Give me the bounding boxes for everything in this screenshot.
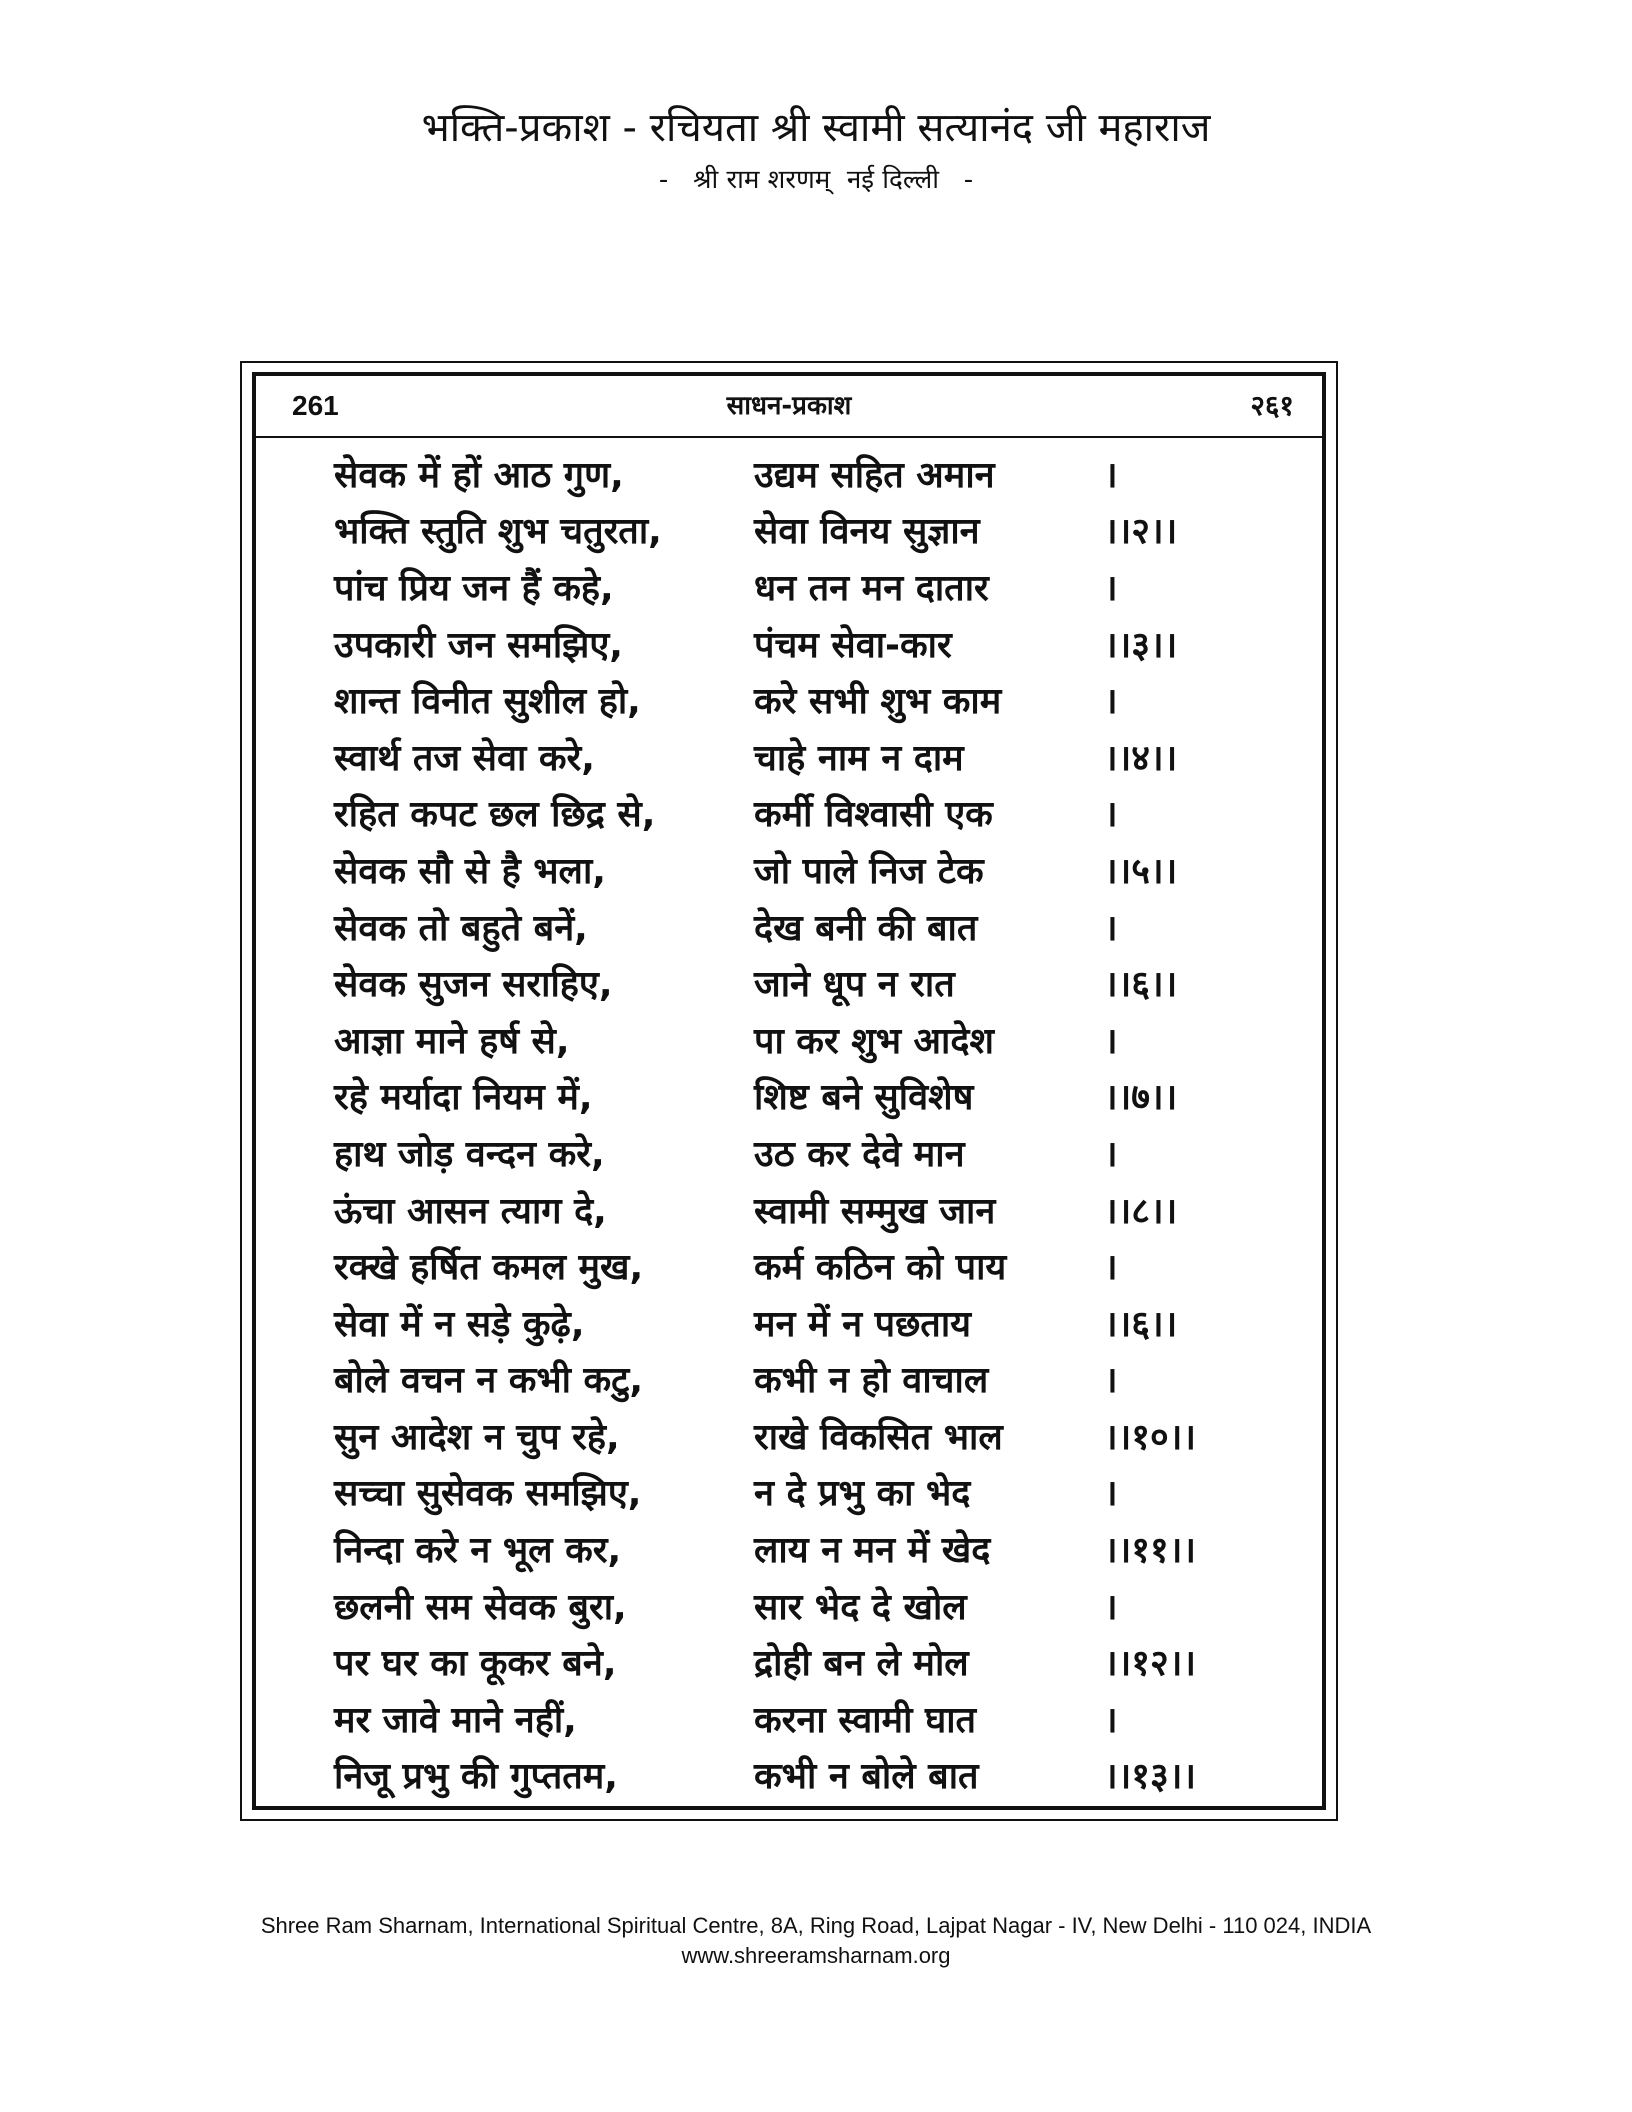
verse-first-half: रहे मर्यादा नियम में,	[334, 1077, 593, 1119]
verse-second-half: राखे विकसित भाल	[754, 1416, 1003, 1458]
verse-number-mark: ।	[1104, 794, 1118, 836]
header-rule	[256, 436, 1322, 438]
verse-number-mark: ।।३।।	[1104, 624, 1178, 666]
page-number-devanagari: २६१	[1250, 389, 1294, 422]
verse-second-half: उठ कर देवे मान	[754, 1133, 965, 1175]
footer-website: www.shreeramsharnam.org	[681, 1943, 951, 1968]
verse-first-half: रक्खे हर्षित कमल मुख,	[334, 1247, 644, 1289]
verse-second-half: शिष्ट बने सुविशेष	[754, 1077, 974, 1119]
verse-first-half: छलनी सम सेवक बुरा,	[334, 1586, 627, 1628]
verse-first-half: ऊंचा आसन त्याग दे,	[334, 1190, 607, 1232]
verse-second-half: लाय न मन में खेद	[754, 1530, 991, 1572]
verse-second-half: जो पाले निज टेक	[754, 850, 984, 892]
verse-first-half: बोले वचन न कभी कटु,	[334, 1360, 644, 1402]
verse-first-half: पर घर का कूकर बने,	[334, 1643, 617, 1685]
verse-number-mark: ।।१३।।	[1104, 1756, 1197, 1798]
verse-first-half: सेवा में न सड़े कुढ़े,	[334, 1303, 585, 1345]
verse-list	[334, 445, 1264, 1803]
verse-line	[334, 898, 1264, 955]
verse-number-mark: ।।६।।	[1104, 1303, 1178, 1345]
verse-first-half: स्वार्थ तज सेवा करे,	[334, 737, 595, 779]
verse-first-half: हाथ जोड़ वन्दन करे,	[334, 1133, 605, 1175]
verse-second-half: न दे प्रभु का भेद	[754, 1473, 971, 1515]
verse-number-mark: ।।६।।	[1104, 964, 1178, 1006]
verse-number-mark: ।	[1104, 1699, 1118, 1741]
verse-line	[334, 1351, 1264, 1408]
verse-number-mark: ।।१२।।	[1104, 1643, 1197, 1685]
verse-second-half: कभी न हो वाचाल	[754, 1360, 989, 1402]
verse-first-half: पांच प्रिय जन हैं कहे,	[334, 567, 614, 609]
verse-first-half: सेवक सौ से है भला,	[334, 850, 606, 892]
verse-number-mark: ।।२।।	[1104, 511, 1178, 553]
verse-first-half: भक्ति स्तुति शुभ चतुरता,	[334, 511, 662, 553]
verse-second-half: धन तन मन दातार	[754, 567, 989, 609]
verse-line	[334, 558, 1264, 615]
verse-first-half: मर जावे माने नहीं,	[334, 1699, 577, 1741]
verse-line	[334, 1520, 1264, 1577]
verse-second-half: कभी न बोले बात	[754, 1756, 979, 1798]
verse-second-half: कर्म कठिन को पाय	[754, 1247, 1007, 1289]
verse-line	[334, 1181, 1264, 1238]
verse-second-half: सार भेद दे खोल	[754, 1586, 967, 1628]
footer-address: Shree Ram Sharnam, International Spiritual Centre, 8A, Ring Road, Lajpat Nagar - IV, New Delhi - 110 024, INDIA	[260, 1913, 1372, 1938]
verse-number-mark: ।	[1104, 1020, 1118, 1062]
book-title: भक्ति-प्रकाश - रचियता श्री स्वामी सत्यानंद जी महाराज	[421, 105, 1211, 151]
verse-line	[334, 502, 1264, 559]
verse-second-half: चाहे नाम न दाम	[754, 737, 964, 779]
verse-first-half: शान्त विनीत सुशील हो,	[334, 681, 641, 723]
verse-first-half: उपकारी जन समझिए,	[334, 624, 623, 666]
verse-line	[334, 1690, 1264, 1747]
verse-first-half: निजू प्रभु की गुप्ततम,	[334, 1756, 618, 1798]
verse-second-half: द्रोही बन ले मोल	[754, 1643, 969, 1685]
verse-second-half: पा कर शुभ आदेश	[754, 1020, 994, 1062]
verse-first-half: सेवक में हों आठ गुण,	[334, 454, 624, 496]
verse-line	[334, 1577, 1264, 1634]
verse-second-half: सेवा विनय सुज्ञान	[754, 511, 980, 553]
verse-number-mark: ।।७।।	[1104, 1077, 1178, 1119]
verse-line	[334, 445, 1264, 502]
verse-line	[334, 1633, 1264, 1690]
verse-line	[334, 1294, 1264, 1351]
verse-second-half: उद्यम सहित अमान	[754, 454, 995, 496]
verse-number-mark: ।।४।।	[1104, 737, 1178, 779]
verse-line	[334, 728, 1264, 785]
verse-second-half: देख बनी की बात	[754, 907, 978, 949]
verse-first-half: निन्दा करे न भूल कर,	[334, 1530, 622, 1572]
verse-number-mark: ।	[1104, 1473, 1118, 1515]
verse-line	[334, 841, 1264, 898]
verse-line	[334, 1747, 1264, 1804]
verse-line	[334, 671, 1264, 728]
verse-number-mark: ।	[1104, 681, 1118, 723]
verse-number-mark: ।।१०।।	[1104, 1416, 1197, 1458]
verse-number-mark: ।	[1104, 1360, 1118, 1402]
page-header	[256, 376, 1322, 436]
verse-number-mark: ।।८।।	[1104, 1190, 1178, 1232]
verse-second-half: जाने धूप न रात	[754, 964, 955, 1006]
verse-first-half: रहित कपट छल छिद्र से,	[334, 794, 656, 836]
verse-line	[334, 954, 1264, 1011]
verse-line	[334, 785, 1264, 842]
verse-first-half: आज्ञा माने हर्ष से,	[334, 1020, 570, 1062]
verse-second-half: करे सभी शुभ काम	[754, 681, 1002, 723]
verse-line	[334, 1011, 1264, 1068]
verse-line	[334, 615, 1264, 672]
verse-number-mark: ।	[1104, 454, 1118, 496]
verse-second-half: करना स्वामी घात	[754, 1699, 977, 1741]
verse-first-half: सेवक तो बहुते बनें,	[334, 907, 588, 949]
verse-line	[334, 1464, 1264, 1521]
verse-number-mark: ।	[1104, 1586, 1118, 1628]
verse-first-half: सुन आदेश न चुप रहे,	[334, 1416, 620, 1458]
verse-number-mark: ।	[1104, 567, 1118, 609]
verse-second-half: स्वामी सम्मुख जान	[754, 1190, 996, 1232]
verse-second-half: पंचम सेवा-कार	[754, 624, 952, 666]
verse-line	[334, 1124, 1264, 1181]
verse-number-mark: ।	[1104, 1247, 1118, 1289]
verse-number-mark: ।।५।।	[1104, 850, 1178, 892]
section-title: साधन-प्रकाश	[726, 391, 852, 421]
verse-line	[334, 1407, 1264, 1464]
page-number-arabic: 261	[292, 390, 339, 421]
verse-line	[334, 1068, 1264, 1125]
verse-second-half: कर्मी विश्वासी एक	[754, 794, 993, 836]
verse-first-half: सच्चा सुसेवक समझिए,	[334, 1473, 642, 1515]
publisher-line: - श्री राम शरणम् नई दिल्ली -	[658, 165, 974, 195]
verse-number-mark: ।	[1104, 907, 1118, 949]
verse-number-mark: ।	[1104, 1133, 1118, 1175]
verse-first-half: सेवक सुजन सराहिए,	[334, 964, 613, 1006]
verse-second-half: मन में न पछताय	[754, 1303, 972, 1345]
verse-line	[334, 1237, 1264, 1294]
verse-number-mark: ।।११।।	[1104, 1530, 1197, 1572]
